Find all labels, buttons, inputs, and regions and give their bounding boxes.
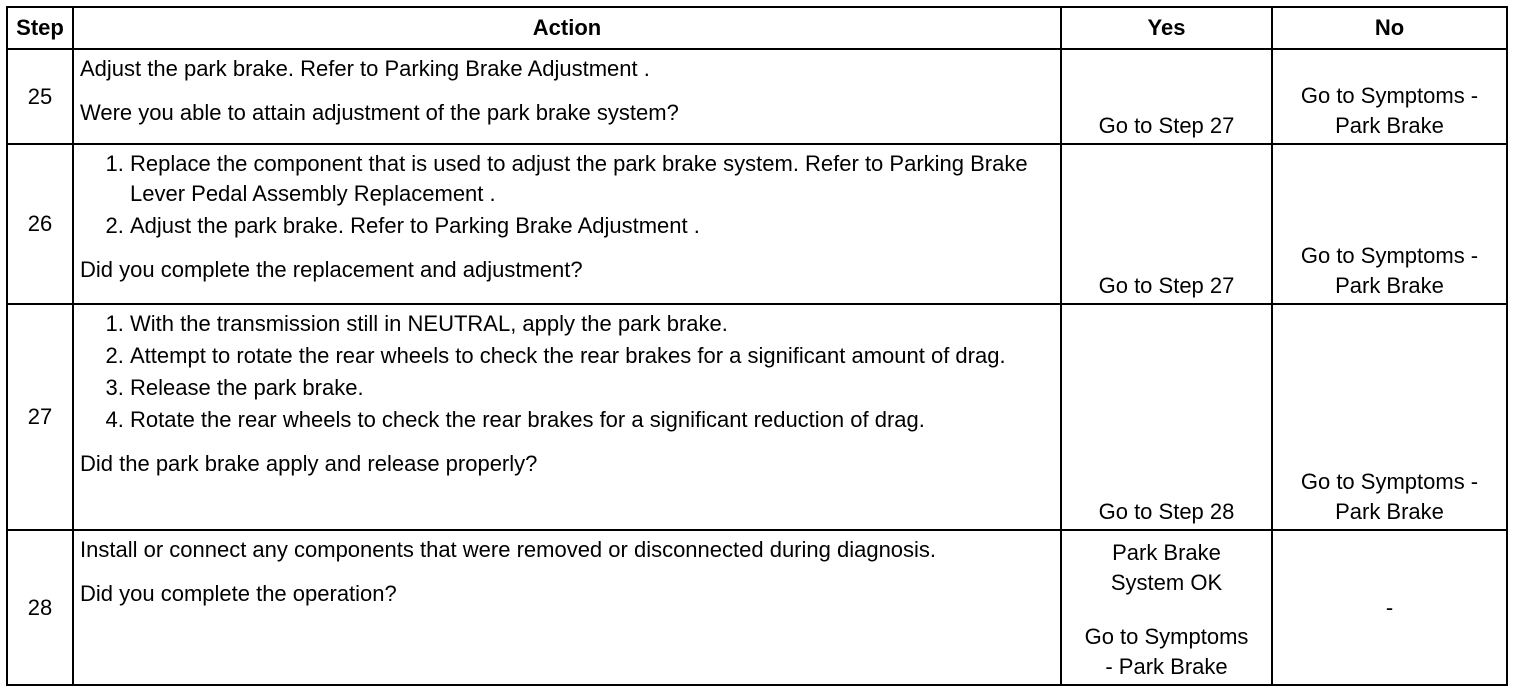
action-steps-list — [80, 149, 1054, 241]
diagnostic-table — [6, 6, 1508, 686]
no-link[interactable] — [1277, 241, 1502, 301]
no-link-line: Park Brake — [1335, 499, 1444, 524]
yes-link-line: - Park Brake — [1105, 654, 1228, 679]
table-row — [7, 530, 1507, 685]
yes-link-symptoms[interactable] — [1066, 622, 1267, 682]
yes-link[interactable]: Go to Step 27 — [1098, 113, 1235, 138]
yes-result-line: System OK — [1110, 570, 1223, 595]
no-link-line: Park Brake — [1335, 273, 1444, 298]
action-step-item: 1. With the transmission still in NEUTRAL, apply the park brake. — [130, 309, 1054, 339]
question-text: Did the park brake apply and release properly? — [80, 451, 538, 476]
yes-link[interactable]: Go to Step 27 — [1098, 273, 1235, 298]
no-link-line: Go to Symptoms - — [1300, 243, 1479, 268]
action-cell — [73, 144, 1061, 304]
no-link[interactable] — [1277, 81, 1502, 141]
action-cell — [73, 304, 1061, 530]
action-step-item: 1. Replace the component that is used to adjust the park brake system. Refer to Parking Brake Lever Pedal Assembly Replacement . — [130, 149, 1054, 209]
step-number: 26 — [7, 144, 73, 304]
action-cell — [73, 49, 1061, 144]
yes-cell — [1061, 144, 1272, 304]
spacer — [1066, 598, 1267, 622]
yes-result-line: Park Brake — [1112, 540, 1221, 565]
yes-cell — [1061, 49, 1272, 144]
yes-link[interactable]: Go to Step 28 — [1098, 499, 1235, 524]
action-step-item: 2. Attempt to rotate the rear wheels to check the rear brakes for a significant amount of drag. — [130, 341, 1054, 371]
yes-cell — [1061, 304, 1272, 530]
step-number: 27 — [7, 304, 73, 530]
no-cell — [1272, 304, 1507, 530]
table-row — [7, 49, 1507, 144]
question-text: Did you complete the operation? — [80, 581, 397, 606]
yes-cell — [1061, 530, 1272, 685]
header-step: Step — [7, 7, 73, 49]
action-step-item: 4. Rotate the rear wheels to check the rear brakes for a significant reduction of drag. — [130, 405, 1054, 435]
table-row — [7, 304, 1507, 530]
action-step-item: 2. Adjust the park brake. Refer to Parking Brake Adjustment . — [130, 211, 1054, 241]
header-no: No — [1272, 7, 1507, 49]
step-number: 28 — [7, 530, 73, 685]
action-cell — [73, 530, 1061, 685]
header-row — [7, 7, 1507, 49]
question-text: Did you complete the replacement and adjustment? — [80, 257, 583, 282]
header-yes: Yes — [1061, 7, 1272, 49]
question-text: Were you able to attain adjustment of the park brake system? — [80, 100, 679, 125]
no-link-line: Go to Symptoms - — [1300, 83, 1479, 108]
table-row — [7, 144, 1507, 304]
step-number: 25 — [7, 49, 73, 144]
action-step-item: 3. Release the park brake. — [130, 373, 1054, 403]
action-text: Install or connect any components that were removed or disconnected during diagnosis. — [80, 537, 937, 562]
no-link-line: Park Brake — [1335, 113, 1444, 138]
no-link-line: Go to Symptoms - — [1300, 469, 1479, 494]
header-action: Action — [73, 7, 1061, 49]
yes-link-line: Go to Symptoms — [1084, 624, 1249, 649]
no-cell — [1272, 49, 1507, 144]
yes-result-ok[interactable] — [1066, 538, 1267, 598]
no-cell: - — [1272, 530, 1507, 685]
action-steps-list — [80, 309, 1054, 435]
no-cell — [1272, 144, 1507, 304]
no-link[interactable] — [1277, 467, 1502, 527]
action-text: Adjust the park brake. Refer to Parking Brake Adjustment . — [80, 56, 650, 81]
